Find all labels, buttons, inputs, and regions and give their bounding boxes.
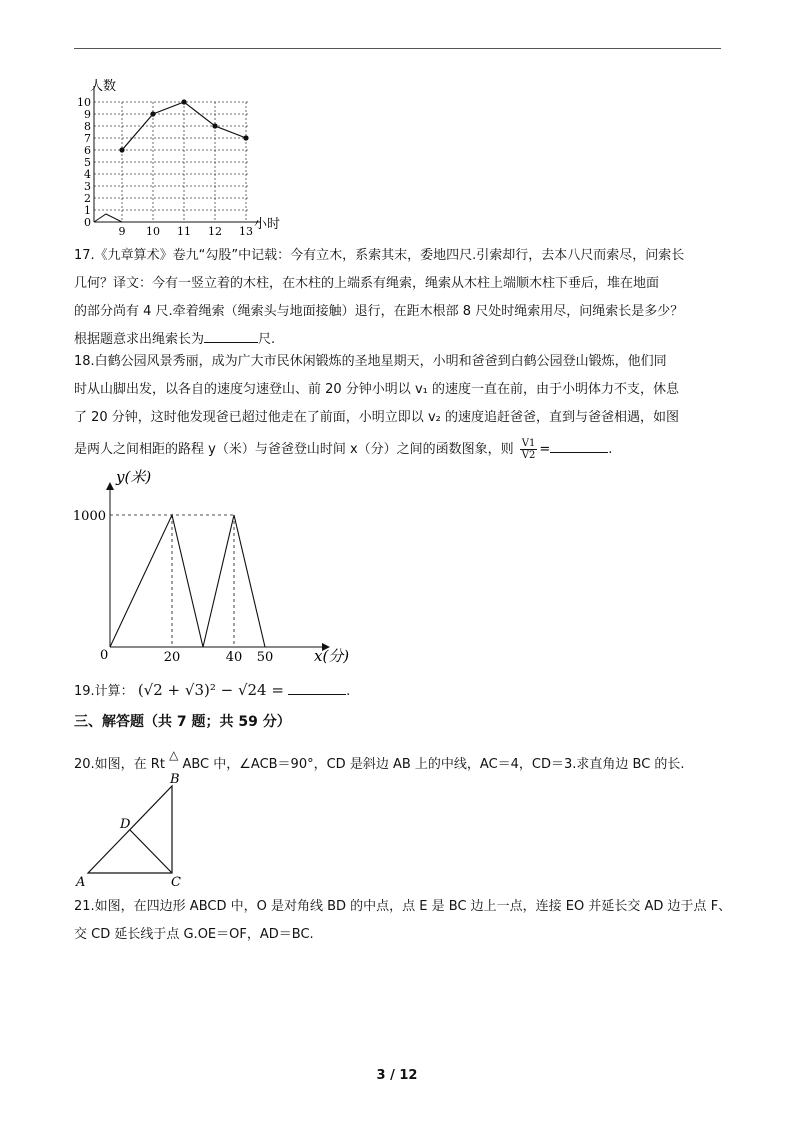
- chart1-y-tick-label: 10: [77, 96, 91, 109]
- chart1-grid: [94, 102, 248, 222]
- q17-line4-post: 尺.: [258, 332, 276, 347]
- chart1-data-point: [243, 135, 248, 140]
- chart2-ylabel: y(米): [116, 468, 152, 486]
- chart2-y-tick-label: 1000: [72, 509, 106, 524]
- chart2-x-ticks: [164, 650, 274, 665]
- question-21: [74, 893, 732, 949]
- q17-line1: 17.《九章算术》卷九“勾股”中记载：今有立木，系索其末，委地四尺.引索却行，去本八尺而索尽，问索长: [74, 248, 685, 263]
- q18-line4-pre: 是两人之间相距的路程 y（米）与爸爸登山时间 x（分）之间的函数图象，则: [74, 442, 514, 457]
- median-cd: [130, 830, 172, 873]
- q18-line2: 时从山脚出发，以各自的速度匀速登山、前 20 分钟小明以 v₁ 的速度一直在前，由于小明体力不支，休息: [74, 382, 679, 397]
- q18-equals: =: [539, 442, 551, 457]
- chart1-y-tick-label: 9: [84, 108, 91, 121]
- chart1-y-tick-label: 3: [84, 180, 91, 193]
- q17-line4-pre: 根据题意求出绳索长为: [74, 332, 205, 347]
- q21-line2: 交 CD 延长线于点 G.OE＝OF，AD＝BC.: [74, 927, 314, 942]
- chart1-x-tick-label: 13: [239, 225, 253, 236]
- fraction-denominator: V2: [521, 450, 536, 461]
- chart1-data-point: [119, 147, 124, 152]
- velocity-ratio-fraction: [520, 438, 538, 461]
- chart2-y-arrow: [106, 482, 114, 490]
- answer-blank-19[interactable]: [288, 680, 346, 695]
- chart2-axes: [106, 482, 330, 651]
- chart1-x-tick-label: 11: [177, 225, 191, 236]
- chart2-x-tick-label: 40: [225, 650, 243, 665]
- chart2-origin-label: 0: [100, 648, 109, 663]
- q17-line2: 几何？译文：今有一竖立着的木柱，在木柱的上端系有绳索，绳索从木柱上端顺木柱下垂后，堆在地面: [74, 276, 660, 291]
- chart1-data-point: [150, 111, 155, 116]
- chart1-y-tick-label: 7: [84, 132, 91, 145]
- chart1-x-tick-label: 9: [118, 225, 126, 236]
- q18-line4: [74, 436, 724, 464]
- triangle-symbol: △: [169, 748, 179, 762]
- chart1-y-ticks: [77, 96, 91, 229]
- chart1-axis-break: [94, 214, 122, 222]
- answer-blank-17[interactable]: [204, 328, 258, 343]
- answer-blank-18[interactable]: [550, 438, 608, 453]
- chart1-ylabel: 人数: [90, 79, 117, 94]
- chart1-y-tick-label: 5: [84, 156, 91, 169]
- chart1-x-ticks: [119, 225, 254, 236]
- chart2-dashed-guides: [110, 515, 234, 647]
- right-triangle-figure: [72, 770, 192, 890]
- chart1-y-tick-label: 2: [84, 192, 91, 205]
- q20-text: ABC 中，∠ACB＝90°，CD 是斜边 AB 上的中线，AC＝4，CD＝3.求直角边 BC 的长.: [182, 757, 685, 772]
- q21-line1: 21.如图，在四边形 ABCD 中，O 是对角线 BD 的中点，点 E 是 BC 边上一点，连接 EO 并延长交 AD 边于点 F、: [74, 899, 732, 914]
- chart1-y-tick-label: 1: [84, 204, 91, 217]
- q19-pre: 19.计算：: [74, 684, 134, 699]
- chart1-axes: [94, 86, 260, 222]
- chart1-x-tick-label: 10: [146, 225, 160, 236]
- vertex-b-label: B: [170, 772, 180, 787]
- chart2-x-tick-label: 50: [256, 650, 274, 665]
- chart1-xlabel: 小时: [254, 217, 281, 232]
- chart1-y-tick-label: 4: [84, 168, 91, 181]
- question-17: [74, 242, 724, 354]
- chart1-y-tick-label: 0: [84, 216, 91, 229]
- vertex-c-label: C: [171, 875, 181, 890]
- chart1-y-tick-label: 8: [84, 120, 91, 133]
- q17-line3: 的部分尚有 4 尺.牵着绳索（绳索头与地面接触）退行，在距木根部 8 尺处时绳索用尽，问绳索长是多少？: [74, 304, 684, 319]
- page-number: 3 / 12: [376, 1068, 418, 1083]
- section-3-title: 三、解答题（共 7 题；共 59 分）: [74, 714, 291, 730]
- point-d-label: D: [120, 817, 131, 832]
- distance-time-graph: [70, 462, 370, 672]
- q18-line1: 18.白鹤公园风景秀丽，成为广大市民休闲锻炼的圣地星期天，小明和爸爸到白鹤公园登山锻炼，他们同: [74, 354, 667, 369]
- q18-line3: 了 20 分钟，这时他发现爸已超过他走在了前面，小明立即以 v₂ 的速度追赶爸爸，直到与爸爸相遇，如图: [74, 410, 679, 425]
- chart1-x-tick-label: 12: [208, 225, 222, 236]
- chart2-y-ticks: [73, 509, 106, 524]
- question-19: [74, 676, 724, 706]
- q19-expression: (√2 + √3)² − √24 =: [137, 681, 284, 699]
- chart2-x-tick-label: 20: [163, 650, 181, 665]
- q18-line4-post: .: [608, 442, 613, 457]
- vertex-a-label: A: [76, 875, 86, 890]
- fraction-numerator: V1: [521, 438, 536, 449]
- chart1-data-point: [212, 123, 217, 128]
- question-18: [74, 348, 724, 464]
- q20-pre: 20.如图，在 Rt: [74, 757, 165, 772]
- chart2-series-line: [110, 515, 265, 647]
- header-rule: [74, 48, 721, 49]
- chart1-y-tick-label: 6: [84, 144, 91, 157]
- chart2-xlabel: x(分): [314, 647, 350, 665]
- line-chart-people-hours: [70, 76, 290, 236]
- q19-post: .: [346, 684, 351, 699]
- chart1-data-point: [181, 99, 186, 104]
